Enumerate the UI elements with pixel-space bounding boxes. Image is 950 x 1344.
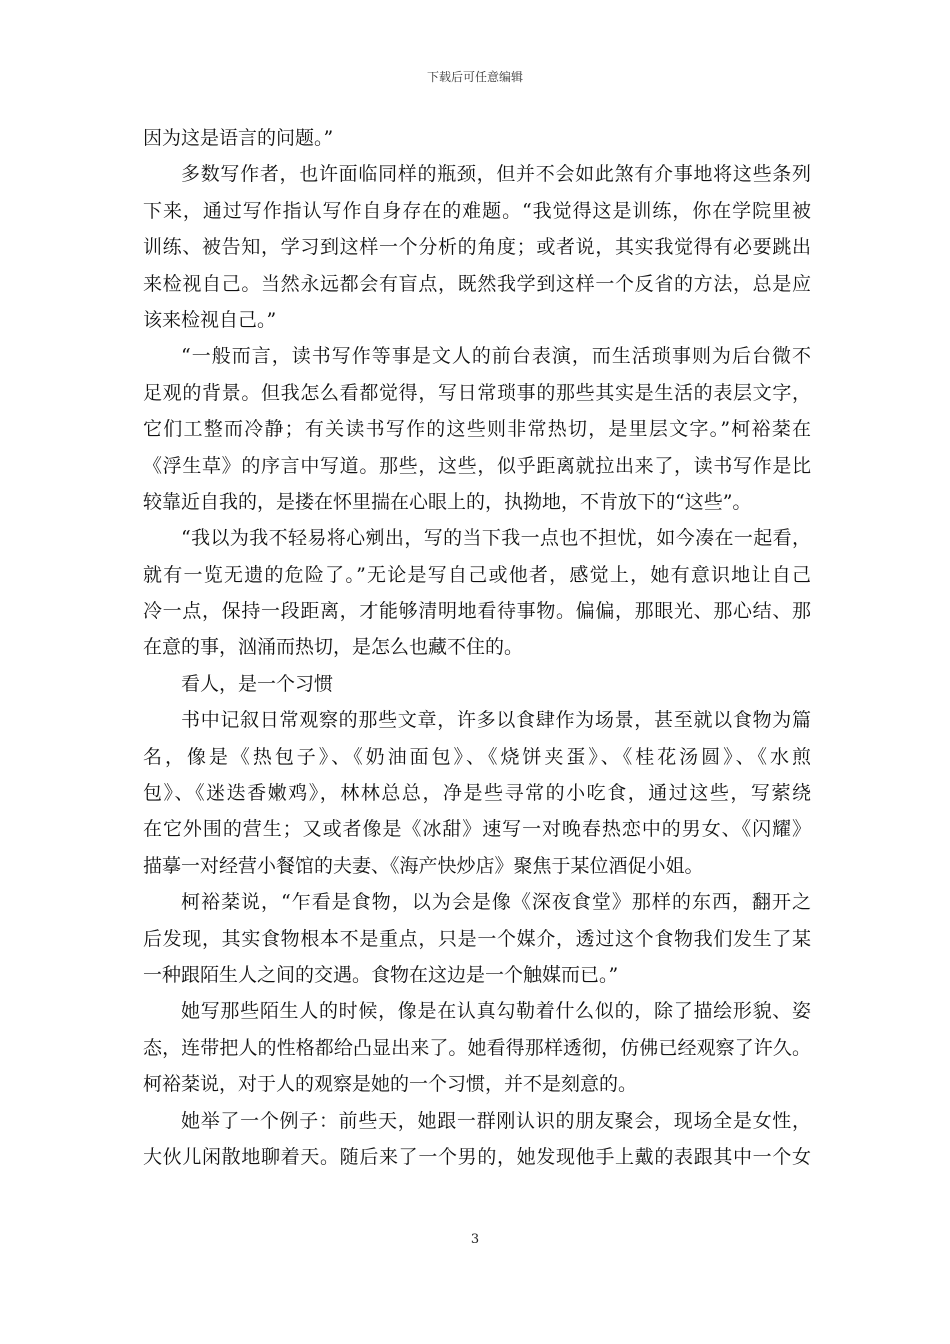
- text-line: 多数写作者，也许面临同样的瓶颈，但并不会如此煞有介事地将这些条列: [181, 163, 811, 186]
- text-line: 训练、被告知，学习到这样一个分析的角度；或者说，其实我觉得有必要跳出: [143, 236, 811, 259]
- text-line: 态，连带把人的性格都给凸显出来了。她看得那样透彻，仿佛已经观察了许久。: [143, 1036, 811, 1059]
- text-line: 大伙儿闲散地聊着天。随后来了一个男的，她发现他手上戴的表跟其中一个女: [143, 1145, 811, 1168]
- text-line: 就有一览无遗的危险了。”无论是写自己或他者，感觉上，她有意识地让自己: [143, 563, 811, 586]
- text-line: 看人，是一个习惯: [181, 672, 334, 695]
- text-line: “一般而言，读书写作等事是文人的前台表演，而生活琐事则为后台微不: [181, 345, 811, 368]
- text-line: 名，像是《热包子》、《奶油面包》、《烧饼夹蛋》、《桂花汤圆》、《水煎: [143, 745, 811, 768]
- text-line: 一种跟陌生人之间的交遇。食物在这边是一个触媒而已。”: [143, 963, 619, 986]
- text-line: 柯裕棻说，对于人的观察是她的一个习惯，并不是刻意的。: [143, 1073, 638, 1096]
- text-line: 她举了一个例子：前些天，她跟一群刚认识的朋友聚会，现场全是女性，: [181, 1109, 811, 1132]
- body-text: [143, 120, 811, 1175]
- page-header: 下载后可任意编辑: [426, 70, 523, 84]
- page-number: 3: [470, 1232, 480, 1247]
- text-line: 较靠近自我的，是搂在怀里揣在心眼上的，执拗地，不肯放下的“这些”。: [143, 490, 752, 513]
- text-line: 描摹一对经营小餐馆的夫妻、《海产快炒店》聚焦于某位酒促小姐。: [143, 854, 704, 877]
- text-line: 足观的背景。但我怎么看都觉得，写日常琐事的那些其实是生活的表层文字，: [143, 381, 811, 404]
- text-line: 《浮生草》的序言中写道。那些，这些，似乎距离就拉出来了，读书写作是比: [143, 454, 811, 477]
- text-line: 因为这是语言的问题。”: [143, 127, 334, 149]
- text-line: 它们工整而冷静；有关读书写作的这些则非常热切，是里层文字。”柯裕棻在: [143, 418, 811, 441]
- text-line: “我以为我不轻易将心剜出，写的当下我一点也不担忧，如今凑在一起看，: [181, 527, 811, 550]
- text-line: 在意的事，汹涌而热切，是怎么也藏不住的。: [143, 636, 524, 659]
- text-line: 后发现，其实食物根本不是重点，只是一个媒介，透过这个食物我们发生了某: [143, 927, 811, 950]
- text-line: 冷一点，保持一段距离，才能够清明地看待事物。偏偏，那眼光、那心结、那: [143, 600, 811, 623]
- text-line: 该来检视自己。”: [143, 308, 277, 331]
- text-line: 包》、《迷迭香嫩鸡》，林林总总，净是些寻常的小吃食，通过这些，写萦绕: [143, 782, 811, 805]
- text-line: 来检视自己。当然永远都会有盲点，既然我学到这样一个反省的方法，总是应: [143, 272, 811, 295]
- text-line: 在它外围的营生；又或者像是《冰甜》速写一对晚春热恋中的男女、《闪耀》: [143, 818, 811, 841]
- text-line: 柯裕棻说，“乍看是食物，以为会是像《深夜食堂》那样的东西，翻开之: [181, 891, 811, 914]
- text-line: 下来，通过写作指认写作自身存在的难题。“我觉得这是训练，你在学院里被: [143, 199, 811, 222]
- text-line: 她写那些陌生人的时候，像是在认真勾勒着什么似的，除了描绘形貌、姿: [181, 1000, 811, 1023]
- text-line: 书中记叙日常观察的那些文章，许多以食肆作为场景，甚至就以食物为篇: [181, 709, 811, 732]
